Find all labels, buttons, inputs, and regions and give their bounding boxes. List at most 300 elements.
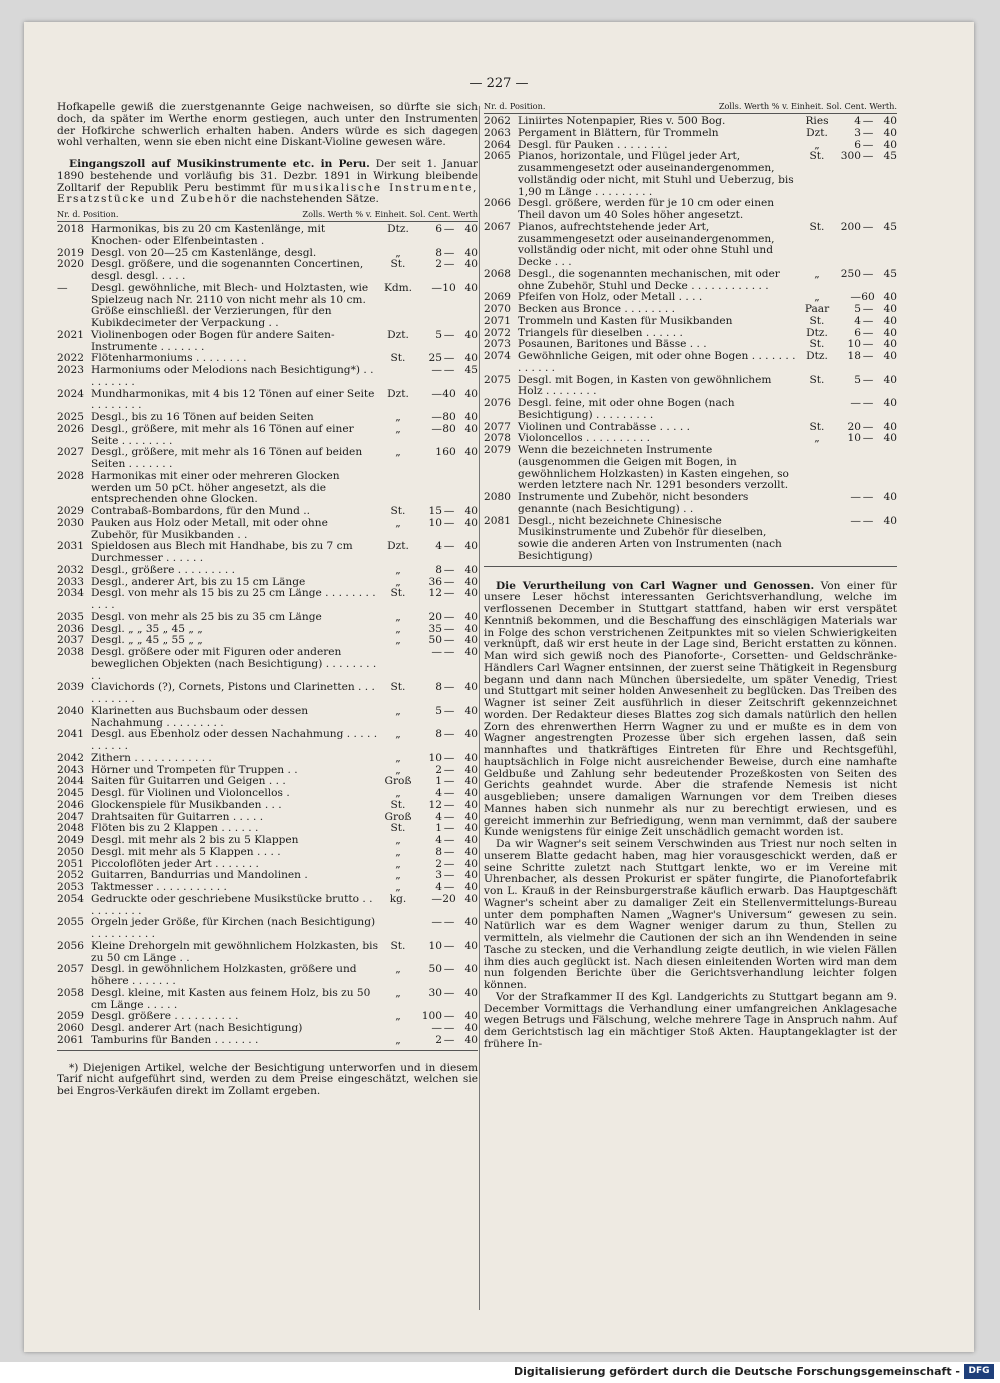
unit: St. — [390, 822, 406, 835]
value-sol: 15 — [428, 505, 442, 517]
unit: St. — [809, 314, 825, 327]
value-cent: 10 — [442, 281, 456, 294]
tariff-row — [484, 445, 897, 492]
position-number: 2073 — [484, 338, 511, 351]
value-percent: 40 — [883, 326, 897, 339]
tariff-row — [57, 283, 478, 330]
tariff-row — [57, 964, 478, 988]
position-number: 2059 — [57, 1010, 84, 1023]
position-number: 2035 — [57, 610, 84, 623]
tariff-row — [57, 565, 478, 577]
value-sol — [837, 445, 861, 492]
value-sol: 25 — [428, 352, 442, 365]
tariff-table-left — [57, 224, 478, 1047]
value-cent: — — [862, 138, 874, 151]
value-cent: — — [443, 646, 455, 658]
position-number: 2036 — [57, 622, 84, 635]
item-description: Guitarren, Bandurrias und Mandolinen . — [91, 869, 308, 882]
value-cent: — — [443, 563, 455, 576]
position-number: 2021 — [57, 328, 84, 341]
value-percent: 40 — [883, 432, 897, 445]
tariff-row — [484, 492, 897, 516]
tariff-row — [57, 412, 478, 424]
value-cent: — — [443, 587, 455, 600]
item-description: Tamburins für Banden . . . . . . . — [91, 1033, 259, 1046]
item-description: Flöten bis zu 2 Klappen . . . . . . — [91, 822, 259, 835]
value-cent: — — [862, 514, 874, 527]
value-percent: 40 — [464, 869, 478, 882]
position-number: 2068 — [484, 267, 511, 280]
value-percent: 40 — [464, 422, 478, 435]
value-percent: 40 — [464, 281, 478, 294]
value-percent: 40 — [883, 373, 897, 386]
tariff-row — [484, 116, 897, 128]
value-cent: — — [443, 834, 455, 846]
item-description: Desgl. mit mehr als 5 Klappen . . . . — [91, 845, 281, 858]
unit: „ — [814, 432, 820, 445]
unit: „ — [395, 422, 401, 435]
dfg-logo: DFG — [964, 1364, 994, 1379]
value-cent: — — [862, 314, 874, 327]
value-percent: 45 — [464, 364, 478, 376]
tariff-row — [57, 612, 478, 624]
value-percent: 40 — [464, 845, 478, 858]
value-percent: 40 — [883, 138, 897, 151]
unit: Dtz. — [806, 350, 828, 362]
value-percent: 40 — [464, 328, 478, 341]
footnote: *) Diejenigen Artikel, welche der Besichtigung unterworfen und in diesem Tarif nicht aufgeführt sind, werden zu dem Preise eingeschätzt, welchen sie bei Engros-Verkäufen direkt im Zollamt ergeben. — [57, 1061, 478, 1097]
value-percent: 40 — [464, 622, 478, 635]
position-number: 2054 — [57, 892, 84, 905]
unit: St. — [390, 587, 406, 600]
value-percent: 40 — [464, 646, 478, 658]
position-number: 2056 — [57, 939, 84, 952]
value-cent: — — [443, 787, 455, 799]
position-number: 2064 — [484, 138, 511, 151]
tariff-row — [484, 222, 897, 269]
value-percent: 40 — [464, 916, 478, 929]
value-sol: 8 — [435, 845, 442, 858]
position-number: 2072 — [484, 326, 511, 339]
unit: „ — [395, 1033, 401, 1046]
value-cent: — — [443, 881, 455, 893]
value-sol: 10 — [847, 338, 861, 351]
tariff-row — [57, 1035, 478, 1047]
unit: Groß — [384, 810, 412, 823]
tariff-row — [57, 588, 478, 612]
unit — [797, 445, 837, 492]
item-description: Desgl. anderer Art (nach Besichtigung) — [91, 1022, 303, 1034]
position-number: 2038 — [57, 646, 84, 658]
table-end-rule — [57, 1050, 478, 1051]
item-description: Flötenharmoniums . . . . . . . . — [91, 352, 247, 365]
value-sol: 2 — [435, 1033, 442, 1046]
position-number: 2069 — [484, 291, 511, 304]
unit: „ — [395, 622, 401, 635]
value-sol: 1 — [435, 822, 442, 835]
tariff-row — [57, 471, 478, 506]
position-number: 2065 — [484, 150, 511, 163]
value-percent: 40 — [464, 787, 478, 799]
tariff-row — [57, 706, 478, 730]
value-cent: — — [443, 1010, 455, 1023]
unit: Groß — [384, 775, 412, 788]
unit — [378, 471, 418, 506]
newspaper-page — [24, 22, 974, 1352]
right-column — [484, 102, 897, 1051]
tariff-row — [484, 398, 897, 422]
value-cent: — — [443, 328, 455, 341]
position-number: 2030 — [57, 516, 84, 529]
position-number: 2022 — [57, 352, 84, 365]
item-description: Taktmesser . . . . . . . . . . . — [91, 881, 227, 893]
position-number: 2046 — [57, 798, 84, 811]
position-number: 2057 — [57, 963, 84, 976]
unit: „ — [395, 1010, 401, 1023]
header-rule — [57, 221, 478, 222]
value-percent — [456, 471, 478, 506]
item-description: Spieldosen aus Blech mit Handhabe, bis zu 7 cm Durchmesser . . . . . . — [91, 540, 353, 564]
value-percent: 40 — [464, 387, 478, 400]
value-percent: 40 — [883, 115, 897, 127]
position-number: 2075 — [484, 373, 511, 386]
position-number: 2020 — [57, 258, 84, 271]
value-cent: — — [862, 267, 874, 280]
value-percent: 40 — [883, 314, 897, 327]
value-cent: — — [443, 540, 455, 553]
value-sol: 10 — [428, 516, 442, 529]
unit: St. — [390, 352, 406, 365]
item-description: Desgl., nicht bezeichnete Chinesische Musikinstrumente und Zubehör für dieselben, sowie die anderen Arten von Instrumenten (nach Besichtigung) — [518, 514, 782, 562]
value-sol: 5 — [854, 303, 861, 315]
unit: „ — [395, 845, 401, 858]
unit: „ — [814, 138, 820, 151]
tariff-row — [57, 894, 478, 918]
position-number: 2058 — [57, 986, 84, 999]
item-description: Liniirtes Notenpapier, Ries v. 500 Bog. — [518, 115, 726, 127]
position-number: 2061 — [57, 1033, 84, 1046]
item-description: Glockenspiele für Musikbanden . . . — [91, 798, 282, 811]
item-description: Desgl. von mehr als 25 bis zu 35 cm Länge — [91, 610, 322, 623]
value-cent: — — [862, 150, 874, 163]
value-percent: 40 — [883, 303, 897, 315]
value-sol: 100 — [421, 1010, 442, 1023]
unit: „ — [395, 704, 401, 717]
position-number: 2033 — [57, 575, 84, 588]
item-description: Desgl., größere . . . . . . . . . — [91, 563, 235, 576]
value-cent: — — [443, 822, 455, 835]
digitization-banner — [0, 1362, 1000, 1383]
value-cent: — — [443, 223, 455, 235]
item-description: Desgl. größere . . . . . . . . . . — [91, 1010, 239, 1023]
item-description: Pfeifen von Holz, oder Metall . . . . — [518, 291, 703, 304]
value-sol — [837, 198, 861, 222]
position-number: 2071 — [484, 314, 511, 327]
tariff-row — [57, 847, 478, 859]
value-sol: 20 — [847, 420, 861, 433]
value-sol: — — [850, 491, 861, 503]
item-description: Trommeln und Kasten für Musikbanden — [518, 314, 733, 327]
unit: „ — [814, 267, 820, 280]
position-number: 2081 — [484, 514, 511, 527]
item-description: Harmonikas, bis zu 20 cm Kastenlänge, mit Knochen- oder Elfenbeintasten . — [91, 223, 326, 247]
unit: Dzt. — [806, 126, 828, 139]
header-values-right: Zolls. Werth % v. Einheit. Sol. Cent. Werth. — [718, 101, 897, 111]
position-number: 2024 — [57, 387, 84, 400]
item-description: Gedruckte oder geschriebene Musikstücke brutto . . . . . . . . . . — [91, 892, 373, 917]
value-sol: 8 — [435, 563, 442, 576]
value-percent: 40 — [464, 223, 478, 235]
banner-text: Digitalisierung gefördert durch die Deutsche Forschungsgemeinschaft - — [513, 1365, 960, 1378]
item-description: Instrumente und Zubehör, nicht besonders genannte (nach Besichtigung) . . — [518, 491, 749, 515]
value-percent: 40 — [464, 1022, 478, 1034]
value-sol: — — [431, 422, 442, 435]
position-number: 2080 — [484, 491, 511, 503]
position-number: 2042 — [57, 751, 84, 764]
value-percent: 40 — [464, 834, 478, 846]
value-percent: 40 — [464, 446, 478, 459]
item-description: Desgl. mit Bogen, in Kasten von gewöhnlichem Holz . . . . . . . . — [518, 373, 772, 398]
unit: kg. — [389, 892, 407, 905]
tariff-row — [57, 941, 478, 965]
item-description: Desgl. kleine, mit Kasten aus feinem Holz, bis zu 50 cm Länge . . . . . — [91, 986, 371, 1011]
tariff-row — [57, 682, 478, 706]
value-cent: — — [443, 352, 455, 365]
table-end-rule-right — [484, 566, 897, 567]
item-description: Desgl. gewöhnliche, mit Blech- und Holztasten, wie Spielzeug nach Nr. 2110 von nicht mehr als 10 cm. Größe einschließl. der Verzierungen, für den Kubikdecimeter der Verpackung . . — [91, 281, 369, 329]
tariff-row — [57, 518, 478, 542]
position-number: 2047 — [57, 810, 84, 823]
value-cent: — — [443, 505, 455, 517]
value-percent: 40 — [883, 126, 897, 139]
value-percent: 40 — [464, 540, 478, 553]
unit: „ — [395, 563, 401, 576]
tariff-row — [57, 330, 478, 354]
value-cent: 20 — [442, 892, 456, 905]
item-description: Gewöhnliche Geigen, mit oder ohne Bogen . . . . . . . . . . . . . — [518, 350, 796, 374]
value-cent: — — [443, 963, 455, 976]
value-sol: 10 — [428, 751, 442, 764]
value-sol: 18 — [847, 350, 861, 362]
position-number: 2027 — [57, 446, 84, 459]
position-number: 2045 — [57, 787, 84, 799]
value-cent: — — [443, 728, 455, 741]
item-description: Desgl., anderer Art, bis zu 15 cm Länge — [91, 575, 306, 588]
value-cent: — — [443, 622, 455, 635]
item-description: Wenn die bezeichneten Instrumente (ausgenommen die Geigen mit Bogen, in gewöhnlichem Holzkasten) in Kasten eingehen, so werden letztere nach Nr. 1291 besonders verzollt. — [518, 444, 789, 492]
unit — [797, 198, 837, 222]
value-percent: 40 — [464, 1033, 478, 1046]
value-percent: 40 — [464, 892, 478, 905]
unit: St. — [390, 505, 406, 517]
item-description: Contrabaß-Bombardons, für den Mund .. — [91, 505, 311, 517]
value-cent: — — [443, 939, 455, 952]
tariff-row — [484, 316, 897, 328]
unit: Dtz. — [806, 326, 828, 339]
value-cent: 60 — [861, 291, 875, 304]
value-percent: 40 — [464, 798, 478, 811]
value-sol: — — [431, 646, 442, 658]
position-number: 2053 — [57, 881, 84, 893]
value-sol: 8 — [435, 681, 442, 694]
value-percent: 40 — [883, 338, 897, 351]
value-cent: 80 — [442, 411, 456, 423]
value-cent: — — [443, 916, 455, 929]
value-sol: 2 — [435, 857, 442, 870]
tariff-row — [57, 447, 478, 471]
value-cent: — — [443, 798, 455, 811]
position-number: 2018 — [57, 223, 84, 235]
item-description: Desgl. „ „ 45 „ 55 „ „ — [91, 634, 203, 647]
unit — [378, 647, 418, 682]
unit: „ — [814, 291, 820, 304]
unit: „ — [395, 751, 401, 764]
value-cent: — — [443, 986, 455, 999]
position-number: 2070 — [484, 303, 511, 315]
tariff-row — [57, 800, 478, 812]
value-sol: 6 — [435, 223, 442, 235]
position-number: 2041 — [57, 728, 84, 741]
unit: St. — [809, 338, 825, 351]
unit: „ — [395, 763, 401, 776]
item-description: Hörner und Trompeten für Truppen . . — [91, 763, 298, 776]
value-percent: 40 — [464, 563, 478, 576]
unit: „ — [395, 411, 401, 423]
item-description: Mundharmonikas, mit 4 bis 12 Tönen auf einer Seite . . . . . . . . — [91, 387, 375, 412]
value-sol: 4 — [854, 314, 861, 327]
value-sol: — — [431, 281, 442, 294]
unit: „ — [395, 787, 401, 799]
value-sol: 5 — [435, 704, 442, 717]
item-description: Harmoniums oder Melodions nach Besichtigung*) . . . . . . . . . — [91, 364, 374, 388]
value-cent: — — [443, 1033, 455, 1046]
value-sol: 30 — [428, 986, 442, 999]
value-cent: — — [443, 575, 455, 588]
value-cent: — — [443, 364, 455, 376]
value-sol: 6 — [854, 138, 861, 151]
item-description: Desgl., größere, mit mehr als 16 Tönen auf einer Seite . . . . . . . . — [91, 422, 354, 447]
position-number: 2044 — [57, 775, 84, 788]
peru-paragraph — [57, 159, 478, 206]
value-sol: 4 — [435, 810, 442, 823]
tariff-row — [57, 389, 478, 413]
value-cent: — — [862, 420, 874, 433]
unit — [797, 516, 837, 563]
value-sol: 4 — [435, 881, 442, 893]
header-position: Nr. d. Position. — [57, 209, 119, 219]
value-cent: 80 — [442, 422, 456, 435]
item-description: Desgl., bis zu 16 Tönen auf beiden Seiten — [91, 411, 314, 423]
value-sol: 4 — [854, 115, 861, 127]
item-description: Orgeln jeder Größe, für Kirchen (nach Besichtigung) . . . . . . . . . . — [91, 916, 376, 940]
item-description: Harmonikas mit einer oder mehreren Glocken werden um 50 pCt. höher angesetzt, als die entsprechenden ohne Glocken. — [91, 469, 340, 506]
tariff-row — [484, 351, 897, 375]
unit: Dtz. — [387, 223, 409, 235]
value-cent: — — [443, 704, 455, 717]
unit: „ — [395, 728, 401, 741]
value-sol: 50 — [428, 963, 442, 976]
value-percent: 40 — [464, 1010, 478, 1023]
tariff-row — [57, 753, 478, 765]
value-percent: 40 — [464, 352, 478, 365]
unit: „ — [395, 610, 401, 623]
unit: St. — [809, 150, 825, 163]
value-cent: — — [443, 751, 455, 764]
unit: „ — [395, 857, 401, 870]
unit: St. — [390, 939, 406, 952]
value-percent: 40 — [464, 963, 478, 976]
item-description: Violinenbogen oder Bogen für andere Saiten-Instrumente . . . . . . . — [91, 328, 335, 353]
tariff-table-right — [484, 116, 897, 563]
value-percent: 40 — [464, 728, 478, 741]
value-sol: 2 — [435, 258, 442, 271]
item-description: Violinen und Contrabässe . . . . . — [518, 420, 690, 433]
position-number: 2043 — [57, 763, 84, 776]
value-sol: — — [431, 387, 442, 400]
value-cent: — — [862, 373, 874, 386]
position-number: 2023 — [57, 364, 84, 376]
value-percent: 45 — [883, 150, 897, 163]
value-cent: — — [443, 857, 455, 870]
value-cent: — — [862, 326, 874, 339]
article-paragraph-3: Vor der Strafkammer II des Kgl. Landgerichts zu Stuttgart begann am 9. December Vormittags die Verhandlung einer umfangreichen Anklagesache wegen Betrugs und Fälschung, welche mehrere Tage in Anspruch nahm. Auf dem Gerichtstisch lag ein mächtiger Stoß Akten. Hauptangeklagter ist der frühere In- — [484, 990, 897, 1050]
value-sol: 8 — [435, 728, 442, 741]
position-number: 2034 — [57, 587, 84, 600]
item-description: Piccoloflöten jeder Art . . . . . . . — [91, 857, 259, 870]
unit: Dzt. — [387, 540, 409, 553]
tariff-row — [57, 259, 478, 283]
unit: St. — [809, 420, 825, 433]
value-percent: 40 — [883, 514, 897, 527]
unit: „ — [395, 516, 401, 529]
item-description: Kleine Drehorgeln mit gewöhnlichem Holzkasten, bis zu 50 cm Länge . . — [91, 939, 379, 964]
unit: „ — [395, 963, 401, 976]
item-description: Triangels für dieselben . . . . . . — [518, 326, 683, 339]
unit — [797, 398, 837, 422]
value-cent: — — [443, 258, 455, 271]
value-percent: 40 — [464, 575, 478, 588]
value-percent: 40 — [464, 587, 478, 600]
value-percent: 40 — [464, 516, 478, 529]
value-percent: 40 — [883, 420, 897, 433]
item-description: Desgl. mit mehr als 2 bis zu 5 Klappen — [91, 834, 299, 846]
peru-text-1: Der seit 1. Januar 1890 bestehende und vorläufig bis 31. Dezbr. 1891 in Wirkung bleibende Zolltarif der Republik Peru bestimmt für — [57, 158, 478, 194]
unit: „ — [395, 869, 401, 882]
value-cent — [861, 198, 875, 222]
value-sol — [418, 471, 442, 506]
intro-paragraph: Hofkapelle gewiß die zuerstgenannte Geige nachweisen, so dürfte sie sich doch, da später im Werthe enorm gestiegen, auch unter den Instrumenten der Hofkirche schwerlich erhalten haben. Anders würde es sich dagegen wohl verhalten, wenn sie eben nicht eine Diskant-Violine gewesen wäre. — [57, 101, 478, 149]
unit: St. — [390, 258, 406, 271]
value-cent: — — [443, 634, 455, 647]
unit: St. — [809, 373, 825, 386]
position-number: 2079 — [484, 444, 511, 456]
item-description: Pianos, horizontale, und Flügel jeder Art, zusammengesetzt oder auseinandergenommen, vollständig oder nicht, mit Stuhl und Ueberzug, bis 1,90 m Länge . . . . . . . . . — [518, 150, 794, 198]
position-number: 2063 — [484, 126, 511, 139]
value-cent: — — [443, 810, 455, 823]
tariff-row — [484, 198, 897, 222]
value-sol: — — [850, 514, 861, 527]
header-values: Zolls. Werth % v. Einheit. Sol. Cent. Werth — [302, 209, 478, 219]
unit: Dzt. — [387, 328, 409, 341]
item-description: Desgl. größere, werden für je 10 cm oder einen Theil davon um 40 Soles höher angesetzt. — [518, 197, 775, 221]
tariff-row — [57, 647, 478, 682]
value-sol: — — [431, 364, 442, 376]
value-sol: 12 — [428, 587, 442, 600]
value-percent: 40 — [464, 810, 478, 823]
unit: „ — [395, 986, 401, 999]
value-sol: — — [850, 291, 861, 304]
value-cent: — — [862, 491, 874, 503]
